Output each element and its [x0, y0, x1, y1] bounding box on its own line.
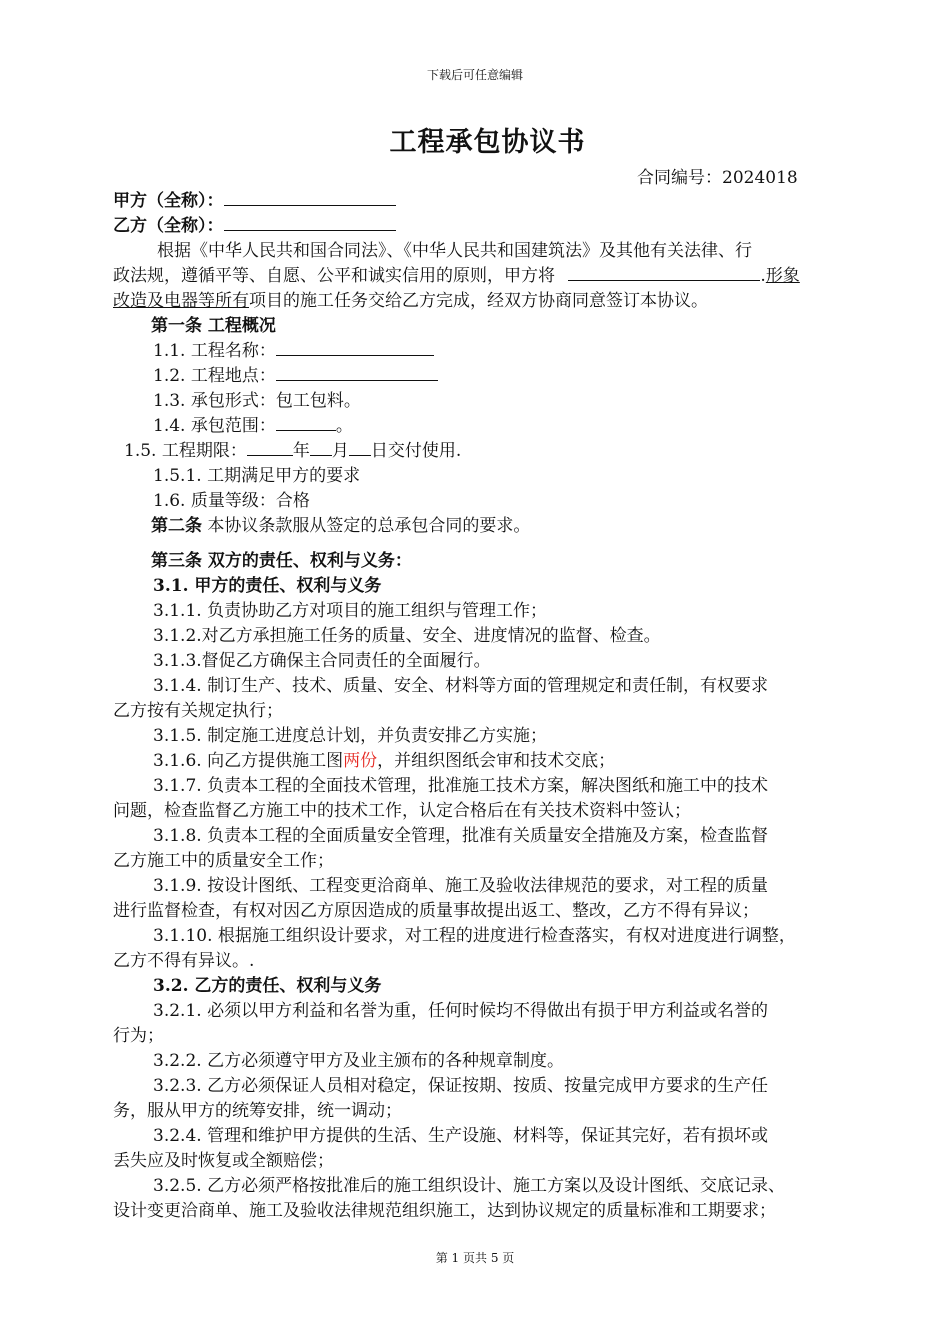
party-b-blank	[224, 215, 396, 231]
item-3-2-4-line-1: 3.2.4. 管理和维护甲方提供的生活、生产设施、材料等，保证其完好，若有损坏或	[153, 1126, 769, 1146]
item-3-2-1-line-2: 行为；	[113, 1026, 164, 1046]
item-3-2-2: 3.2.2. 乙方必须遵守甲方及业主颁布的各种规章制度。	[153, 1051, 565, 1071]
item-3-1-4-line-2: 乙方按有关规定执行；	[113, 701, 283, 721]
document-title: 工程承包协议书	[389, 127, 586, 158]
item-3-1-7-line-2: 问题，检查监督乙方施工中的技术工作，认定合格后在有关技术资料中签认；	[113, 801, 691, 821]
item-3-1-10-line-2: 乙方不得有异议。.	[113, 951, 255, 971]
project-location-blank	[276, 365, 438, 381]
year-blank	[247, 440, 293, 456]
item-1-2-label: 1.2. 工程地点：	[153, 366, 276, 386]
item-1-2	[153, 365, 438, 387]
item-1-6: 1.6. 质量等级：合格	[153, 491, 310, 511]
item-3-1-9-line-1: 3.1.9. 按设计图纸、工程变更洽商单、施工及验收法律规范的要求，对工程的质量	[153, 876, 769, 896]
item-3-1-1: 3.1.1. 负责协助乙方对项目的施工组织与管理工作；	[153, 601, 548, 621]
item-3-2-4-line-2: 丢失应及时恢复或全额赔偿；	[113, 1151, 334, 1171]
item-3-1-7-line-1: 3.1.7. 负责本工程的全面技术管理，批准施工技术方案，解决图纸和施工中的技术	[153, 776, 769, 796]
article-2-heading: 第二条	[151, 516, 202, 536]
party-b-label: 乙方（全称）：	[113, 216, 224, 236]
item-1-3: 1.3. 承包形式：包工包料。	[153, 391, 361, 411]
item-3-1-6-text: 3.1.6. 向乙方提供施工图	[153, 751, 344, 771]
item-3-1-8-line-1: 3.1.8. 负责本工程的全面质量安全管理，批准有关质量安全措施及方案，检查监督	[153, 826, 769, 846]
header-note: 下载后可任意编辑	[426, 68, 523, 82]
scope-blank	[276, 415, 336, 431]
item-1-5	[124, 440, 461, 462]
item-3-1-6	[153, 750, 615, 772]
month-label: 月	[331, 441, 349, 461]
article-1-heading: 第一条 工程概况	[151, 316, 276, 336]
item-1-5-1: 1.5.1. 工期满足甲方的要求	[153, 466, 361, 486]
party-a-label: 甲方（全称）：	[113, 191, 224, 211]
day-blank	[349, 440, 371, 456]
preamble-line-1: 根据《中华人民共和国合同法》、《中华人民共和国建筑法》及其他有关法律、行	[157, 241, 752, 261]
section-3-2-heading: 3.2. 乙方的责任、权利与义务	[153, 976, 382, 996]
preamble-text: 政法规，遵循平等、自愿、公平和诚实信用的原则，甲方将	[113, 266, 555, 286]
project-blank	[568, 265, 760, 281]
day-label: 日交付使用.	[370, 441, 462, 461]
preamble-underlined-2: 改造及电器等所有	[113, 291, 249, 311]
party-b-line	[113, 215, 396, 237]
highlighted-count: 两份	[343, 751, 378, 771]
item-3-1-8-line-2: 乙方施工中的质量安全工作；	[113, 851, 334, 871]
item-3-2-3-line-1: 3.2.3. 乙方必须保证人员相对稳定，保证按期、按质、按量完成甲方要求的生产任	[153, 1076, 769, 1096]
item-3-1-5: 3.1.5. 制定施工进度总计划，并负责安排乙方实施；	[153, 726, 548, 746]
item-3-1-9-line-2: 进行监督检查，有权对因乙方原因造成的质量事故提出返工、整改，乙方不得有异议；	[113, 901, 759, 921]
party-a-blank	[224, 190, 396, 206]
contract-number: 合同编号：2024018	[637, 168, 798, 188]
preamble-line-3	[113, 290, 708, 312]
item-1-1	[153, 340, 434, 362]
preamble-line-2	[113, 265, 800, 287]
month-blank	[310, 440, 332, 456]
item-3-2-5-line-1: 3.2.5. 乙方必须严格按批准后的施工组织设计、施工方案以及设计图纸、交底记录、	[153, 1176, 786, 1196]
preamble-underlined: 形象	[765, 266, 800, 286]
item-3-1-10-line-1: 3.1.10. 根据施工组织设计要求，对工程的进度进行检查落实，有权对进度进行调整，	[153, 926, 796, 946]
preamble-text-3: 项目的施工任务交给乙方完成，经双方协商同意签订本协议。	[249, 291, 708, 311]
item-1-4-end: 。	[335, 416, 353, 436]
article-2-text: 本协议条款服从签定的总承包合同的要求。	[207, 516, 531, 536]
item-3-2-3-line-2: 务，服从甲方的统筹安排，统一调动；	[113, 1101, 402, 1121]
page-footer: 第 1 页共 5 页	[435, 1251, 515, 1265]
item-3-1-3: 3.1.3.督促乙方确保主合同责任的全面履行。	[153, 651, 491, 671]
item-1-4	[153, 415, 353, 437]
preamble-dot: .	[760, 266, 766, 286]
party-a-line	[113, 190, 396, 212]
item-1-1-label: 1.1. 工程名称：	[153, 341, 276, 361]
item-1-4-label: 1.4. 承包范围：	[153, 416, 276, 436]
item-3-1-2: 3.1.2.对乙方承担施工任务的质量、安全、进度情况的监督、检查。	[153, 626, 661, 646]
item-3-1-4-line-1: 3.1.4. 制订生产、技术、质量、安全、材料等方面的管理规定和责任制，有权要求	[153, 676, 769, 696]
section-3-1-heading: 3.1. 甲方的责任、权利与义务	[153, 576, 382, 596]
article-3-heading: 第三条 双方的责任、权利与义务：	[151, 551, 412, 571]
item-3-1-6-text-end: ，并组织图纸会审和技术交底；	[377, 751, 616, 771]
item-3-2-5-line-2: 设计变更洽商单、施工及验收法律规范组织施工，达到协议规定的质量标准和工期要求；	[113, 1201, 776, 1221]
item-1-5-label: 1.5. 工程期限：	[124, 441, 247, 461]
project-name-blank	[276, 340, 434, 356]
article-2	[151, 515, 530, 537]
year-label: 年	[292, 441, 310, 461]
item-3-2-1-line-1: 3.2.1. 必须以甲方利益和名誉为重，任何时候均不得做出有损于甲方利益或名誉的	[153, 1001, 769, 1021]
